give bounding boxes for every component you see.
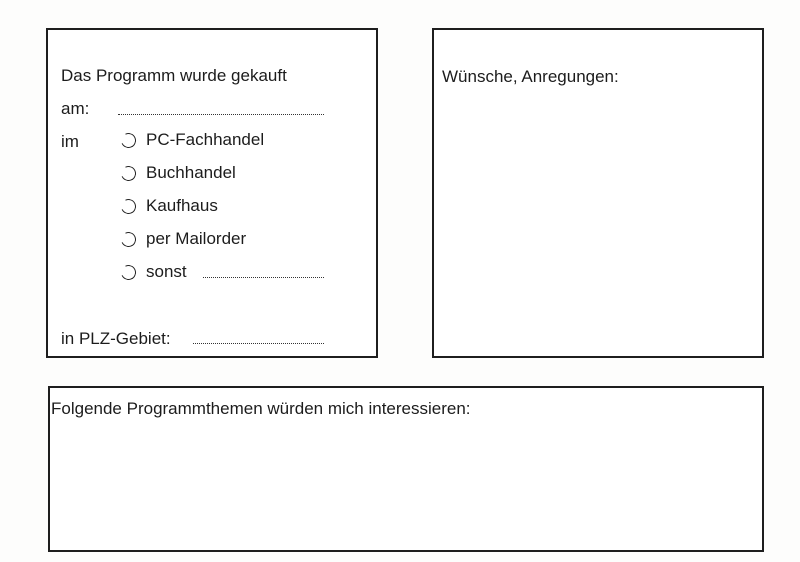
wishes-heading: Wünsche, Anregungen: xyxy=(442,67,619,86)
date-label: am: xyxy=(61,99,90,118)
option-label-sonst: sonst xyxy=(146,262,187,281)
option-label-kaufhaus: Kaufhaus xyxy=(146,196,218,215)
option-radio-pc-fachhandel[interactable] xyxy=(121,133,136,148)
date-field[interactable] xyxy=(118,114,324,115)
postal-label: in PLZ-Gebiet: xyxy=(61,329,171,348)
option-label-mailorder: per Mailorder xyxy=(146,229,247,248)
option-radio-sonst[interactable] xyxy=(121,265,136,280)
postal-field[interactable] xyxy=(193,343,324,344)
place-label: im xyxy=(61,132,79,151)
topics-box[interactable] xyxy=(48,386,764,552)
purchase-box xyxy=(46,28,378,358)
sonst-field[interactable] xyxy=(203,277,324,278)
option-label-buchhandel: Buchhandel xyxy=(146,163,236,182)
wishes-box[interactable] xyxy=(432,28,764,358)
option-label-pc-fachhandel: PC-Fachhandel xyxy=(146,130,265,149)
topics-heading: Folgende Programmthemen würden mich interessieren: xyxy=(51,399,471,418)
option-radio-buchhandel[interactable] xyxy=(121,166,136,181)
option-radio-kaufhaus[interactable] xyxy=(121,199,136,214)
purchase-heading: Das Programm wurde gekauft xyxy=(61,66,287,85)
option-radio-mailorder[interactable] xyxy=(121,232,136,247)
